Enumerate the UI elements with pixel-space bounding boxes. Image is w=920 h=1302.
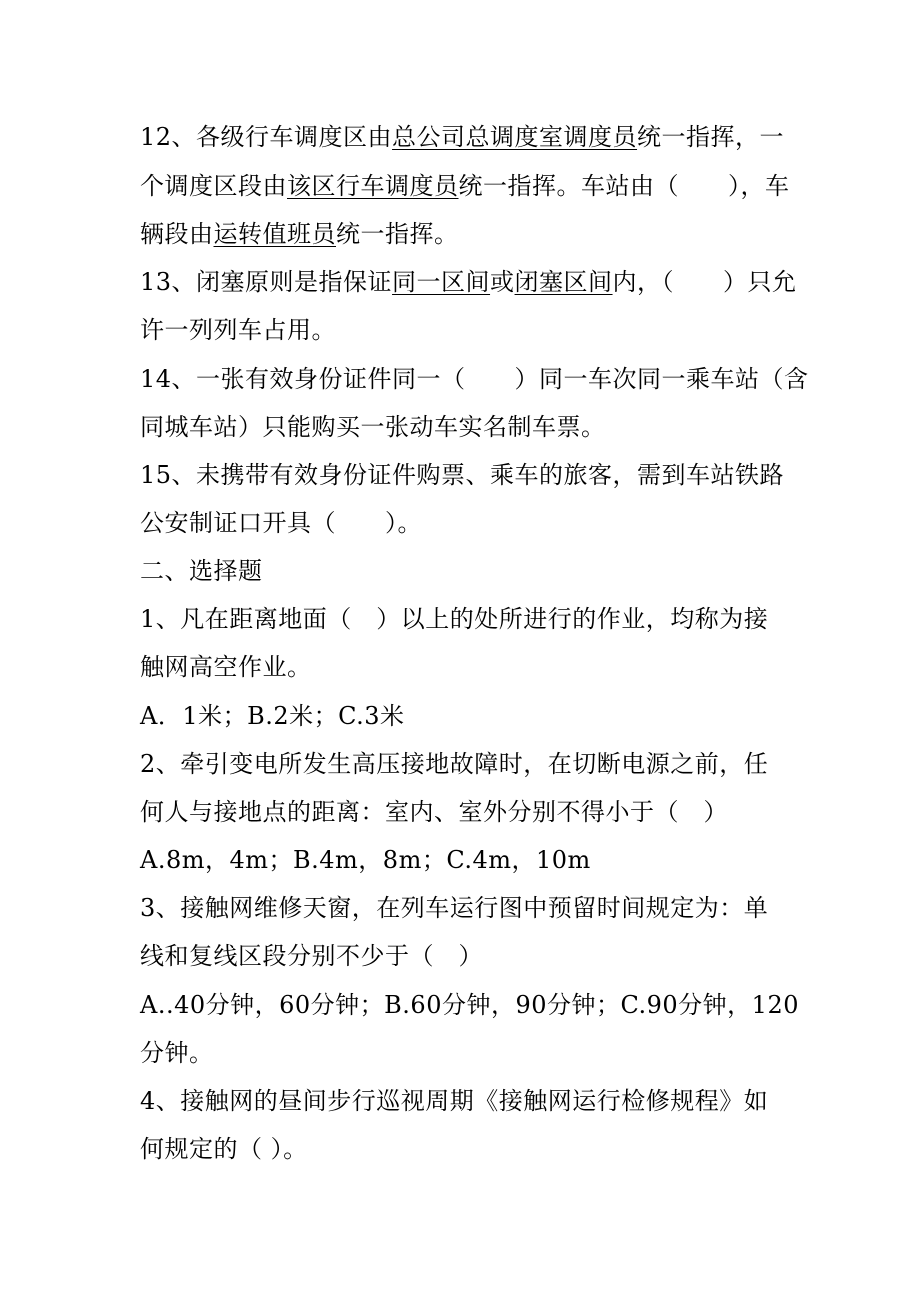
choice-3-options-cont: 分钟。 (140, 1039, 214, 1067)
q12-text: 12、各级行车调度区由 (140, 123, 393, 151)
q13-line-1 (140, 266, 797, 298)
choice-3-line-1: 3、接触网维修天窗，在列车运行图中预留时间规定为：单 (140, 894, 769, 922)
q14-line-1: 14、一张有效身份证件同一（ ）同一车次同一乘车站（含 (140, 365, 809, 393)
q13-underlined-answer: 同一区间 (392, 268, 491, 296)
q12-underlined-answer: 该区行车调度员 (287, 172, 459, 200)
choice-2-line-1: 2、牵引变电所发生高压接地故障时，在切断电源之前，任 (140, 750, 769, 778)
choice-1-line-2: 触网高空作业。 (140, 653, 312, 681)
choice-1-line-1: 1、凡在距离地面（ ）以上的处所进行的作业，均称为接 (140, 605, 769, 633)
q13-text: 13、闭塞原则是指保证 (140, 268, 393, 296)
q13-underlined-answer: 闭塞区间 (514, 268, 613, 296)
q12-text: 个调度区段由 (140, 172, 287, 200)
q15-line-1: 15、未携带有效身份证件购票、乘车的旅客，需到车站铁路 (140, 461, 785, 489)
q15-line-2: 公安制证口开具（ ）。 (140, 509, 422, 537)
q13-text: 内，（ ）只允 (612, 268, 797, 296)
q12-text: 统一指挥，一 (637, 123, 785, 151)
q12-line-1 (140, 121, 790, 153)
q12-line-3 (140, 218, 790, 250)
q12-line-2 (140, 170, 790, 202)
q12-text: 统一指挥。 (336, 220, 459, 248)
choice-2-options: A.8m，4m；B.4m，8m；C.4m，10m (140, 846, 591, 874)
q12-text: 辆段由 (140, 220, 214, 248)
q13-line-2: 许一列列车占用。 (140, 316, 336, 344)
choice-1-options: A．1米；B.2米；C.3米 (140, 702, 405, 730)
q13-text: 或 (490, 268, 515, 296)
choice-4-line-1: 4、接触网的昼间步行巡视周期《接触网运行检修规程》如 (140, 1087, 769, 1115)
choice-3-line-2: 线和复线区段分别不少于（ ） (140, 942, 483, 970)
choice-4-line-2: 何规定的（ ）。 (140, 1135, 308, 1163)
choice-3-options: A..40分钟，60分钟；B.60分钟，90分钟；C.90分钟，120 (140, 991, 799, 1019)
q14-line-2: 同城车站）只能购买一张动车实名制车票。 (140, 413, 606, 441)
section-heading: 二、选择题 (140, 557, 263, 585)
q12-text: 统一指挥。车站由（ ），车 (458, 172, 790, 200)
choice-2-line-2: 何人与接地点的距离：室内、室外分别不得小于（ ） (140, 798, 728, 826)
q12-underlined-answer: 总公司总调度室调度员 (392, 123, 638, 151)
q12-underlined-answer: 运转值班员 (213, 220, 336, 248)
